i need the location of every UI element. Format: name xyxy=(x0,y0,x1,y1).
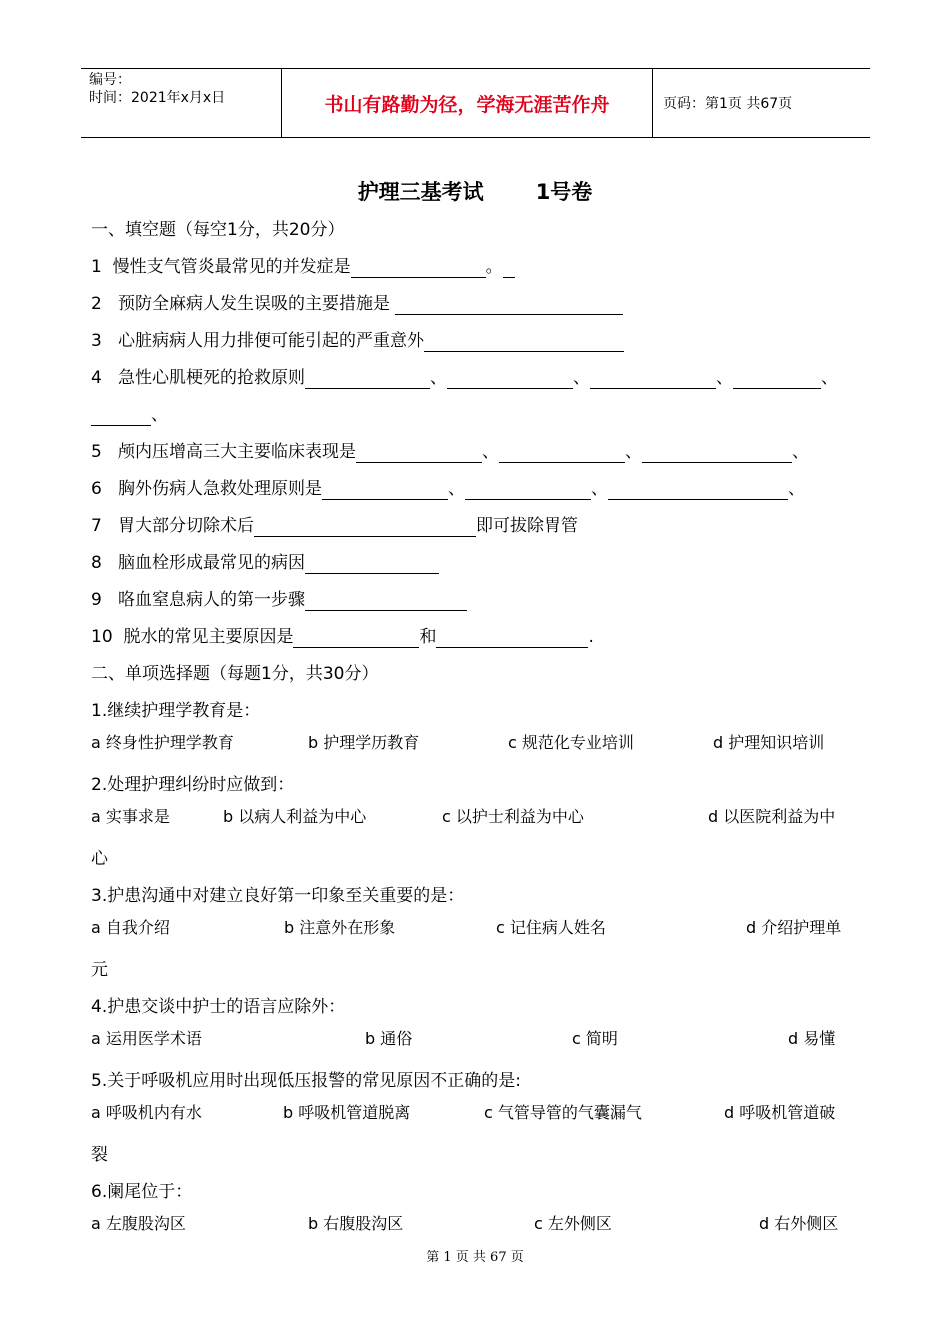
fill-question-2: 2 预防全麻病人发生误吸的主要措施是 xyxy=(91,286,871,323)
option-c[interactable]: c 简明 xyxy=(572,1029,618,1048)
answer-blank[interactable] xyxy=(642,440,792,463)
answer-blank[interactable] xyxy=(590,366,716,389)
choice-question-2: 2.处理护理纠纷时应做到： xyxy=(91,775,295,795)
title-paper: 1号卷 xyxy=(535,180,593,204)
page-header xyxy=(81,68,870,138)
answer-blank[interactable] xyxy=(733,366,821,389)
option-b[interactable]: b 护理学历教育 xyxy=(308,733,420,752)
answer-blank[interactable] xyxy=(465,477,591,500)
fill-question-5: 5 颅内压增高三大主要临床表现是 、 、 、 xyxy=(91,442,810,462)
header-meta xyxy=(81,69,281,137)
fill-question-3: 3 心脏病病人用力排便可能引起的严重意外 xyxy=(91,323,871,360)
answer-blank[interactable] xyxy=(395,292,623,315)
option-d[interactable]: d 护理知识培训 xyxy=(713,733,825,752)
choice-options-3 xyxy=(91,915,871,952)
option-a[interactable]: a 呼吸机内有水 xyxy=(91,1103,202,1122)
choice-question-1: 1.继续护理学教育是： xyxy=(91,701,261,721)
choice-options-5 xyxy=(91,1100,871,1137)
answer-blank[interactable] xyxy=(305,588,467,611)
choice-options-6 xyxy=(91,1211,871,1248)
answer-blank[interactable] xyxy=(351,255,486,278)
header-motto: 书山有路勤为径，学海无涯苦作舟 xyxy=(281,69,653,137)
option-d-continued: 心 xyxy=(91,849,108,869)
choice-question-3: 3.护患沟通中对建立良好第一印象至关重要的是： xyxy=(91,886,465,906)
option-b[interactable]: b 注意外在形象 xyxy=(284,918,396,937)
option-c[interactable]: c 左外侧区 xyxy=(534,1214,612,1233)
answer-blank[interactable] xyxy=(254,514,476,537)
fill-question-8: 8 脑血栓形成最常见的病因 xyxy=(91,545,871,582)
option-b[interactable]: b 通俗 xyxy=(365,1029,413,1048)
fill-question-1: 1 慢性支气管炎最常见的并发症是 。 xyxy=(91,249,871,286)
answer-blank[interactable] xyxy=(305,551,439,574)
answer-blank[interactable] xyxy=(293,625,419,648)
choice-question-5: 5.关于呼吸机应用时出现低压报警的常见原因不正确的是: xyxy=(91,1071,521,1091)
choice-question-4: 4.护患交谈中护士的语言应除外： xyxy=(91,997,346,1017)
option-b[interactable]: b 以病人利益为中心 xyxy=(223,807,367,826)
fill-question-9: 9 咯血窒息病人的第一步骤 xyxy=(91,582,871,619)
option-d[interactable]: d 以医院利益为中 xyxy=(708,807,836,826)
fill-question-7: 7 胃大部分切除术后 即可拔除胃管 xyxy=(91,516,579,536)
option-b[interactable]: b 呼吸机管道脱离 xyxy=(283,1103,411,1122)
option-d-continued: 裂 xyxy=(91,1145,108,1165)
fill-question-4: 4 急性心肌梗死的抢救原则 、 、 、 、 xyxy=(91,368,839,388)
option-c[interactable]: c 气管导管的气囊漏气 xyxy=(484,1103,642,1122)
section2-heading: 二、单项选择题（每题1分，共30分） xyxy=(91,664,379,684)
option-a[interactable]: a 自我介绍 xyxy=(91,918,170,937)
option-d[interactable]: d 易懂 xyxy=(788,1029,836,1048)
exam-content xyxy=(91,212,871,1248)
answer-blank[interactable] xyxy=(424,329,624,352)
fill-question-4-cont: 、 xyxy=(91,397,871,434)
option-d[interactable]: d 呼吸机管道破 xyxy=(724,1103,836,1122)
answer-blank[interactable] xyxy=(91,403,151,426)
choice-options-1 xyxy=(91,730,871,767)
header-page-info: 页码：第1页 共67页 xyxy=(663,96,793,112)
option-b[interactable]: b 右腹股沟区 xyxy=(308,1214,404,1233)
number-label: 编号： xyxy=(89,72,131,88)
choice-options-2 xyxy=(91,804,871,841)
option-d[interactable]: d 右外侧区 xyxy=(759,1214,839,1233)
answer-blank[interactable] xyxy=(499,440,625,463)
option-c[interactable]: c 以护士利益为中心 xyxy=(442,807,584,826)
option-a[interactable]: a 左腹股沟区 xyxy=(91,1214,186,1233)
fill-question-10: 10 脱水的常见主要原因是 和 . xyxy=(91,627,594,647)
answer-blank[interactable] xyxy=(608,477,788,500)
answer-blank[interactable] xyxy=(356,440,482,463)
section1-heading: 一、填空题（每空1分，共20分） xyxy=(91,220,345,240)
option-a[interactable]: a 实事求是 xyxy=(91,807,170,826)
answer-blank[interactable] xyxy=(436,625,588,648)
fill-question-6: 6 胸外伤病人急救处理原则是 、 、 、 xyxy=(91,479,806,499)
option-c[interactable]: c 规范化专业培训 xyxy=(508,733,634,752)
option-d-continued: 元 xyxy=(91,960,108,980)
page-title xyxy=(0,176,950,206)
option-c[interactable]: c 记住病人姓名 xyxy=(496,918,606,937)
time-label: 时间：2021年x月x日 xyxy=(89,90,226,106)
option-a[interactable]: a 运用医学术语 xyxy=(91,1029,202,1048)
choice-options-4 xyxy=(91,1026,871,1063)
page-footer: 第 1 页 共 67 页 xyxy=(426,1250,524,1265)
title-main: 护理三基考试 xyxy=(357,180,484,204)
choice-question-6: 6.阑尾位于： xyxy=(91,1182,193,1202)
option-a[interactable]: a 终身性护理学教育 xyxy=(91,733,234,752)
answer-blank[interactable] xyxy=(447,366,573,389)
answer-blank[interactable] xyxy=(305,366,430,389)
option-d[interactable]: d 介绍护理单 xyxy=(746,918,842,937)
answer-blank[interactable] xyxy=(322,477,448,500)
